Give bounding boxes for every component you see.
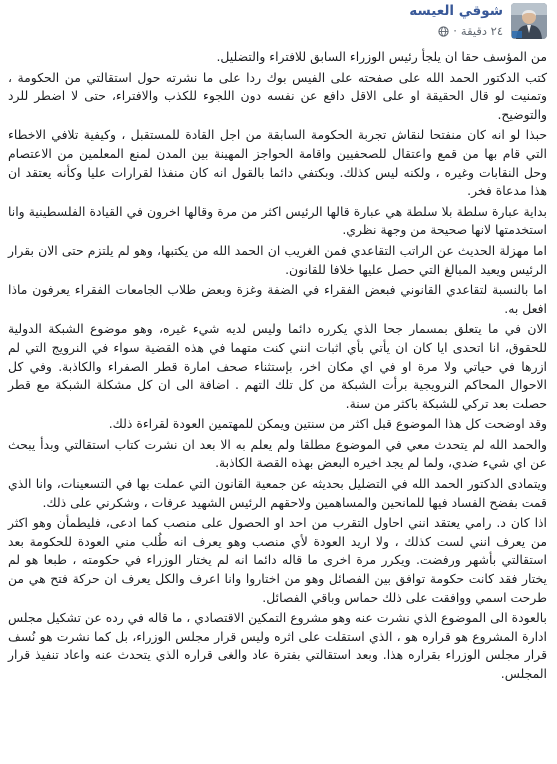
post-paragraph: بداية عبارة سلطة بلا سلطة هي عبارة قالها الرئيس اكثر من مرة وقالها اخرون في القيادة الفلسطينية وانا استخدمتها لانها صحيحة من وجهة نظري. bbox=[8, 203, 547, 238]
post-meta bbox=[438, 24, 503, 38]
post-paragraph: كتب الدكتور الحمد الله على صفحته على الفيس بوك ردا على ما نشرته حول استقالتي من الحكومة ، وتمنيت لو قال الحقيقة او على الاقل دافع عن نفسه دون اللجوء للكذب والافتراء، حتى لا اضطر للرد والتوضيح. bbox=[8, 69, 547, 122]
post-paragraph: اما مهزلة الحديث عن الراتب التقاعدي فمن الغريب ان الحمد الله من يكتبها، وهو لم يلتزم حتى الان بقرار الرئيس ويعيد المبالغ التي حصل عليها خلافا للقانون. bbox=[8, 242, 547, 277]
post-paragraph: حبذا لو انه كان منفتحا لنقاش تجربة الحكومة السابقة من اجل القادة للمستقبل ، وكيفية تلافي الاخطاء التي قام بها من قمع واعتقال للصحفيين واقامة الحواجز المهينة بين المدن لمنع المعلمين من الاعتصام وحل النقابات وغيره ، ولكنه ليس كذلك. وبكتفي دائما بالقول انه كان منفذا لقرارات عليا وكأنه يعتقد ان هذا مدعاة فخر. bbox=[8, 127, 547, 199]
post-time[interactable]: ٢٤ دقيقة bbox=[460, 24, 503, 38]
meta-separator: · bbox=[453, 24, 457, 38]
post-paragraph: اذا كان د. رامي يعتقد انني احاول التقرب من احد او الحصول على منصب كما ادعى، فليطمأن وهو اكثر من يعرف انني لست كذلك ، ولا اريد العودة لأي منصب وهو يعرف انه طُلب مني العودة للحكومة بعد استقالتي بأشهر ورفضت. ويكرر مرة اخرى ما قاله دائما انه لم يختار الوزراء في حكومته ، طبعا هو لم يختار فقد كانت حكومة توافق بين الفصائل وهو من اختاروا وانا اعرف والكل يعرف ان حركة فتح هي من طرحت اسمي ووافقت على ذلك حماس وباقي الفصائل. bbox=[8, 515, 547, 605]
post-paragraph: اما بالنسبة لتقاعدي القانوني فبعض الفقراء في الضفة وغزة وبعض طلاب الجامعات الفقراء يعرفون ماذا افعل به. bbox=[8, 282, 547, 316]
post-paragraph: بالعودة الى الموضوع الذي نشرت عنه وهو مشروع التمكين الاقتصادي ، ما قاله في رده عن تشكيل مجلس ادارة المشروع هو قراره هو ، الذي استقلت على اثره وليس قرار مجلس الوزراء، بل كما نشرت هو نُسف قرار مجلس الوزراء بقراره هذا. وبعد استقالتي بفترة عاد والغى قراره الذي يتحدث عنه واعاد تنفيذ قرار المجلس. bbox=[8, 610, 547, 681]
post-paragraph: الان في ما يتعلق بمسمار جحا الذي يكرره دائما وليس لديه شيء غيره، وهو موضوع الشبكة الدولية للحقوق، انا اتحدى ايا كان ان يأتي بأي اثبات انني كنت متهما في هذه القضية سواء في النرويج التي لم ازرها في حياتي ولا مرة او في اي مكان اخر، بإستثناء صحف امارة قطر الصفراء والكاذبة. وفي كل الاحوال المحاكم النرويجية برأت الشبكة من كل تلك التهم . اضافة الى ان كل مشكلة الشبكة مع قطر حصلت بعد تركي للشبكة باكثر من سنة. bbox=[8, 321, 547, 411]
avatar-photo-icon bbox=[511, 3, 547, 39]
author-name[interactable]: شوقي العيسه bbox=[409, 3, 503, 19]
globe-icon[interactable] bbox=[438, 26, 449, 37]
post-header bbox=[0, 0, 557, 46]
avatar[interactable] bbox=[511, 3, 547, 39]
post-paragraph: من المؤسف حقا ان يلجأ رئيس الوزراء السابق للافتراء والتضليل. bbox=[216, 49, 547, 64]
post-paragraph: وقد اوضحت كل هذا الموضوع قبل اكثر من سنتين ويمكن للمهتمين العودة لقراءة ذلك. bbox=[108, 416, 547, 432]
post-paragraph: ويتمادى الدكتور الحمد الله في التضليل بحديثه عن جمعية القانون التي عملت بها في التسعينات، وانا الذي قمت بفضح الفساد فيها للمانحين والمساهمين ولاحقهم الرئيس الشهيد عرفات ، وشكرني على ذلك. bbox=[8, 476, 547, 510]
post-paragraph: والحمد الله لم يتحدث معي في الموضوع مطلقا ولم يعلم به الا بعد ان نشرت كتاب استقالتي وبدأ يبحث عن اي شيء ضدي، ولما لم يجد اخيره البعض بهذه القصة الكاذبة. bbox=[8, 436, 547, 471]
post-body bbox=[8, 48, 547, 686]
